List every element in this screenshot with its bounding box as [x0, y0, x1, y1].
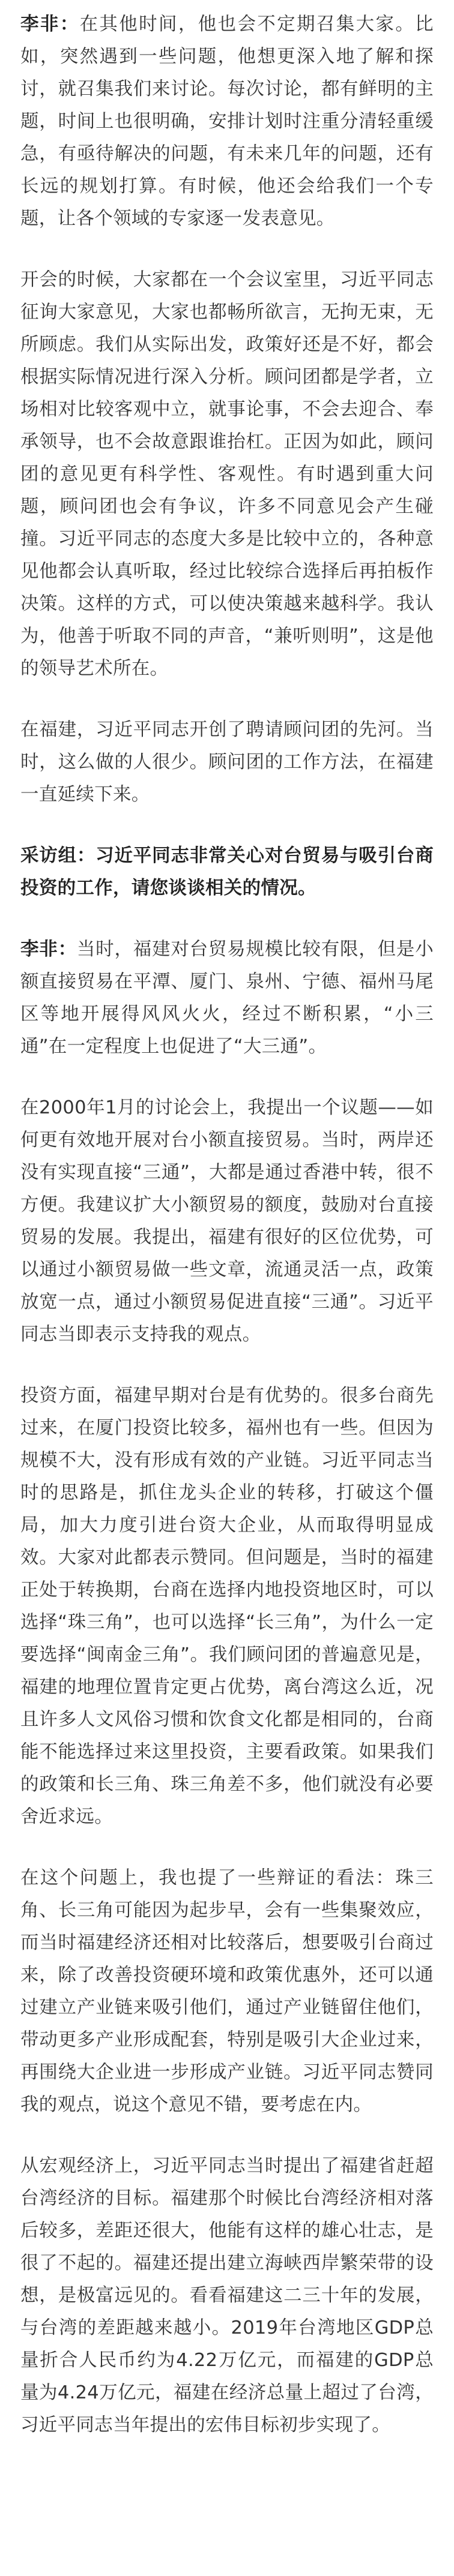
paragraph-industry-chain: [20, 1862, 434, 2121]
paragraph-investment: [20, 1380, 434, 1833]
paragraph-text: 投资方面，福建早期对台是有优势的。很多台商先过来，在厦门投资比较多，福州也有一些。但因为规模不大，没有形成有效的产业链。习近平同志当时的思路是，抓住龙头企业的转移，打破这个僵局，加大力度引进台资大企业，从而取得明显成效。大家对此都表示赞同。但问题是，当时的福建正处于转换期，台商在选择内地投资地区时，可以选择“珠三角”，也可以选择“长三角”，为什么一定要选择“闽南金三角”。我们顾问团的普遍意见是，福建的地理位置肯定更占优势，离台湾这么近，况且许多人文风俗习惯和饮食文化都是相同的，台商能不能选择过来这里投资，主要看政策。如果我们的政策和长三角、珠三角差不多，他们就没有必要舍近求远。: [20, 1385, 434, 1827]
paragraph-macro-economy: [20, 2150, 434, 2442]
paragraph-text: 当时，福建对台贸易规模比较有限，但是小额直接贸易在平潭、厦门、泉州、宁德、福州马尾区等地开展得风风火火，经过不断积累，“小三通”在一定程度上也促进了“大三通”。: [20, 939, 434, 1057]
paragraph-text: 在2000年1月的讨论会上，我提出一个议题——如何更有效地开展对台小额直接贸易。当时，两岸还没有实现直接“三通”，大都是通过香港中转，很不方便。我建议扩大小额贸易的额度，鼓励对台直接贸易的发展。我提出，福建有很好的区位优势，可以通过小额贸易做一些文章，流通灵活一点，政策放宽一点，通过小额贸易促进直接“三通”。习近平同志当即表示支持我的观点。: [20, 1097, 434, 1345]
interviewer-question: [20, 840, 434, 905]
paragraph-small-trade-proposal: [20, 1092, 434, 1351]
speaker-label: 李非：: [20, 14, 80, 35]
paragraph-advisory-group: [20, 714, 434, 811]
paragraph-li-fei-trade: [20, 933, 434, 1063]
paragraph-text: 在福建，习近平同志开创了聘请顾问团的先河。当时，这么做的人很少。顾问团的工作方法，在福建一直延续下来。: [20, 719, 434, 805]
speaker-label: 李非：: [20, 939, 77, 960]
paragraph-meeting-atmosphere: [20, 264, 434, 685]
paragraph-text: 开会的时候，大家都在一个会议室里，习近平同志征询大家意见，大家也都畅所欲言，无拘无束，无所顾虑。我们从实际出发，政策好还是不好，都会根据实际情况进行深入分析。顾问团都是学者，立场相对比较客观中立，就事论事，不会去迎合、奉承领导，也不会故意跟谁抬杠。正因为如此，顾问团的意见更有科学性、客观性。有时遇到重大问题，顾问团也会有争议，许多不同意见会产生碰撞。习近平同志的态度大多是比较中立的，各种意见他都会认真听取，经过比较综合选择后再拍板作决策。这样的方式，可以使决策越来越科学。我认为，他善于听取不同的声音，“兼听则明”，这是他的领导艺术所在。: [20, 269, 434, 679]
paragraph-text: 从宏观经济上，习近平同志当时提出了福建省赶超台湾经济的目标。福建那个时候比台湾经济相对落后较多，差距还很大，他能有这样的雄心壮志，是很了不起的。福建还提出建立海峡西岸繁荣带的设想，是极富远见的。看看福建这二三十年的发展，与台湾的差距越来越小。2019年台湾地区GDP总量折合人民币约为4.22万亿元，而福建的GDP总量为4.24万亿元，福建在经济总量上超过了台湾，习近平同志当年提出的宏伟目标初步实现了。: [20, 2155, 434, 2436]
paragraph-text: 在其他时间，他也会不定期召集大家。比如，突然遇到一些问题，他想更深入地了解和探讨，就召集我们来讨论。每次讨论，都有鲜明的主题，时间上也很明确，安排计划时注重分清轻重缓急，有亟待解决的问题，有未来几年的问题，还有长远的规划打算。有时候，他还会给我们一个专题，让各个领域的专家逐一发表意见。: [20, 14, 434, 229]
question-text: 采访组：习近平同志非常关心对台贸易与吸引台商投资的工作，请您谈谈相关的情况。: [20, 845, 434, 899]
paragraph-li-fei-meetings: [20, 8, 434, 235]
paragraph-text: 在这个问题上，我也提了一些辩证的看法：珠三角、长三角可能因为起步早，会有一些集聚效应，而当时福建经济还相对比较落后，想要吸引台商过来，除了改善投资硬环境和政策优惠外，还可以通过建立产业链来吸引他们，通过产业链留住他们，带动更多产业形成配套，特别是吸引大企业过来，再围绕大企业进一步形成产业链。习近平同志赞同我的观点，说这个意见不错，要考虑在内。: [20, 1868, 434, 2115]
